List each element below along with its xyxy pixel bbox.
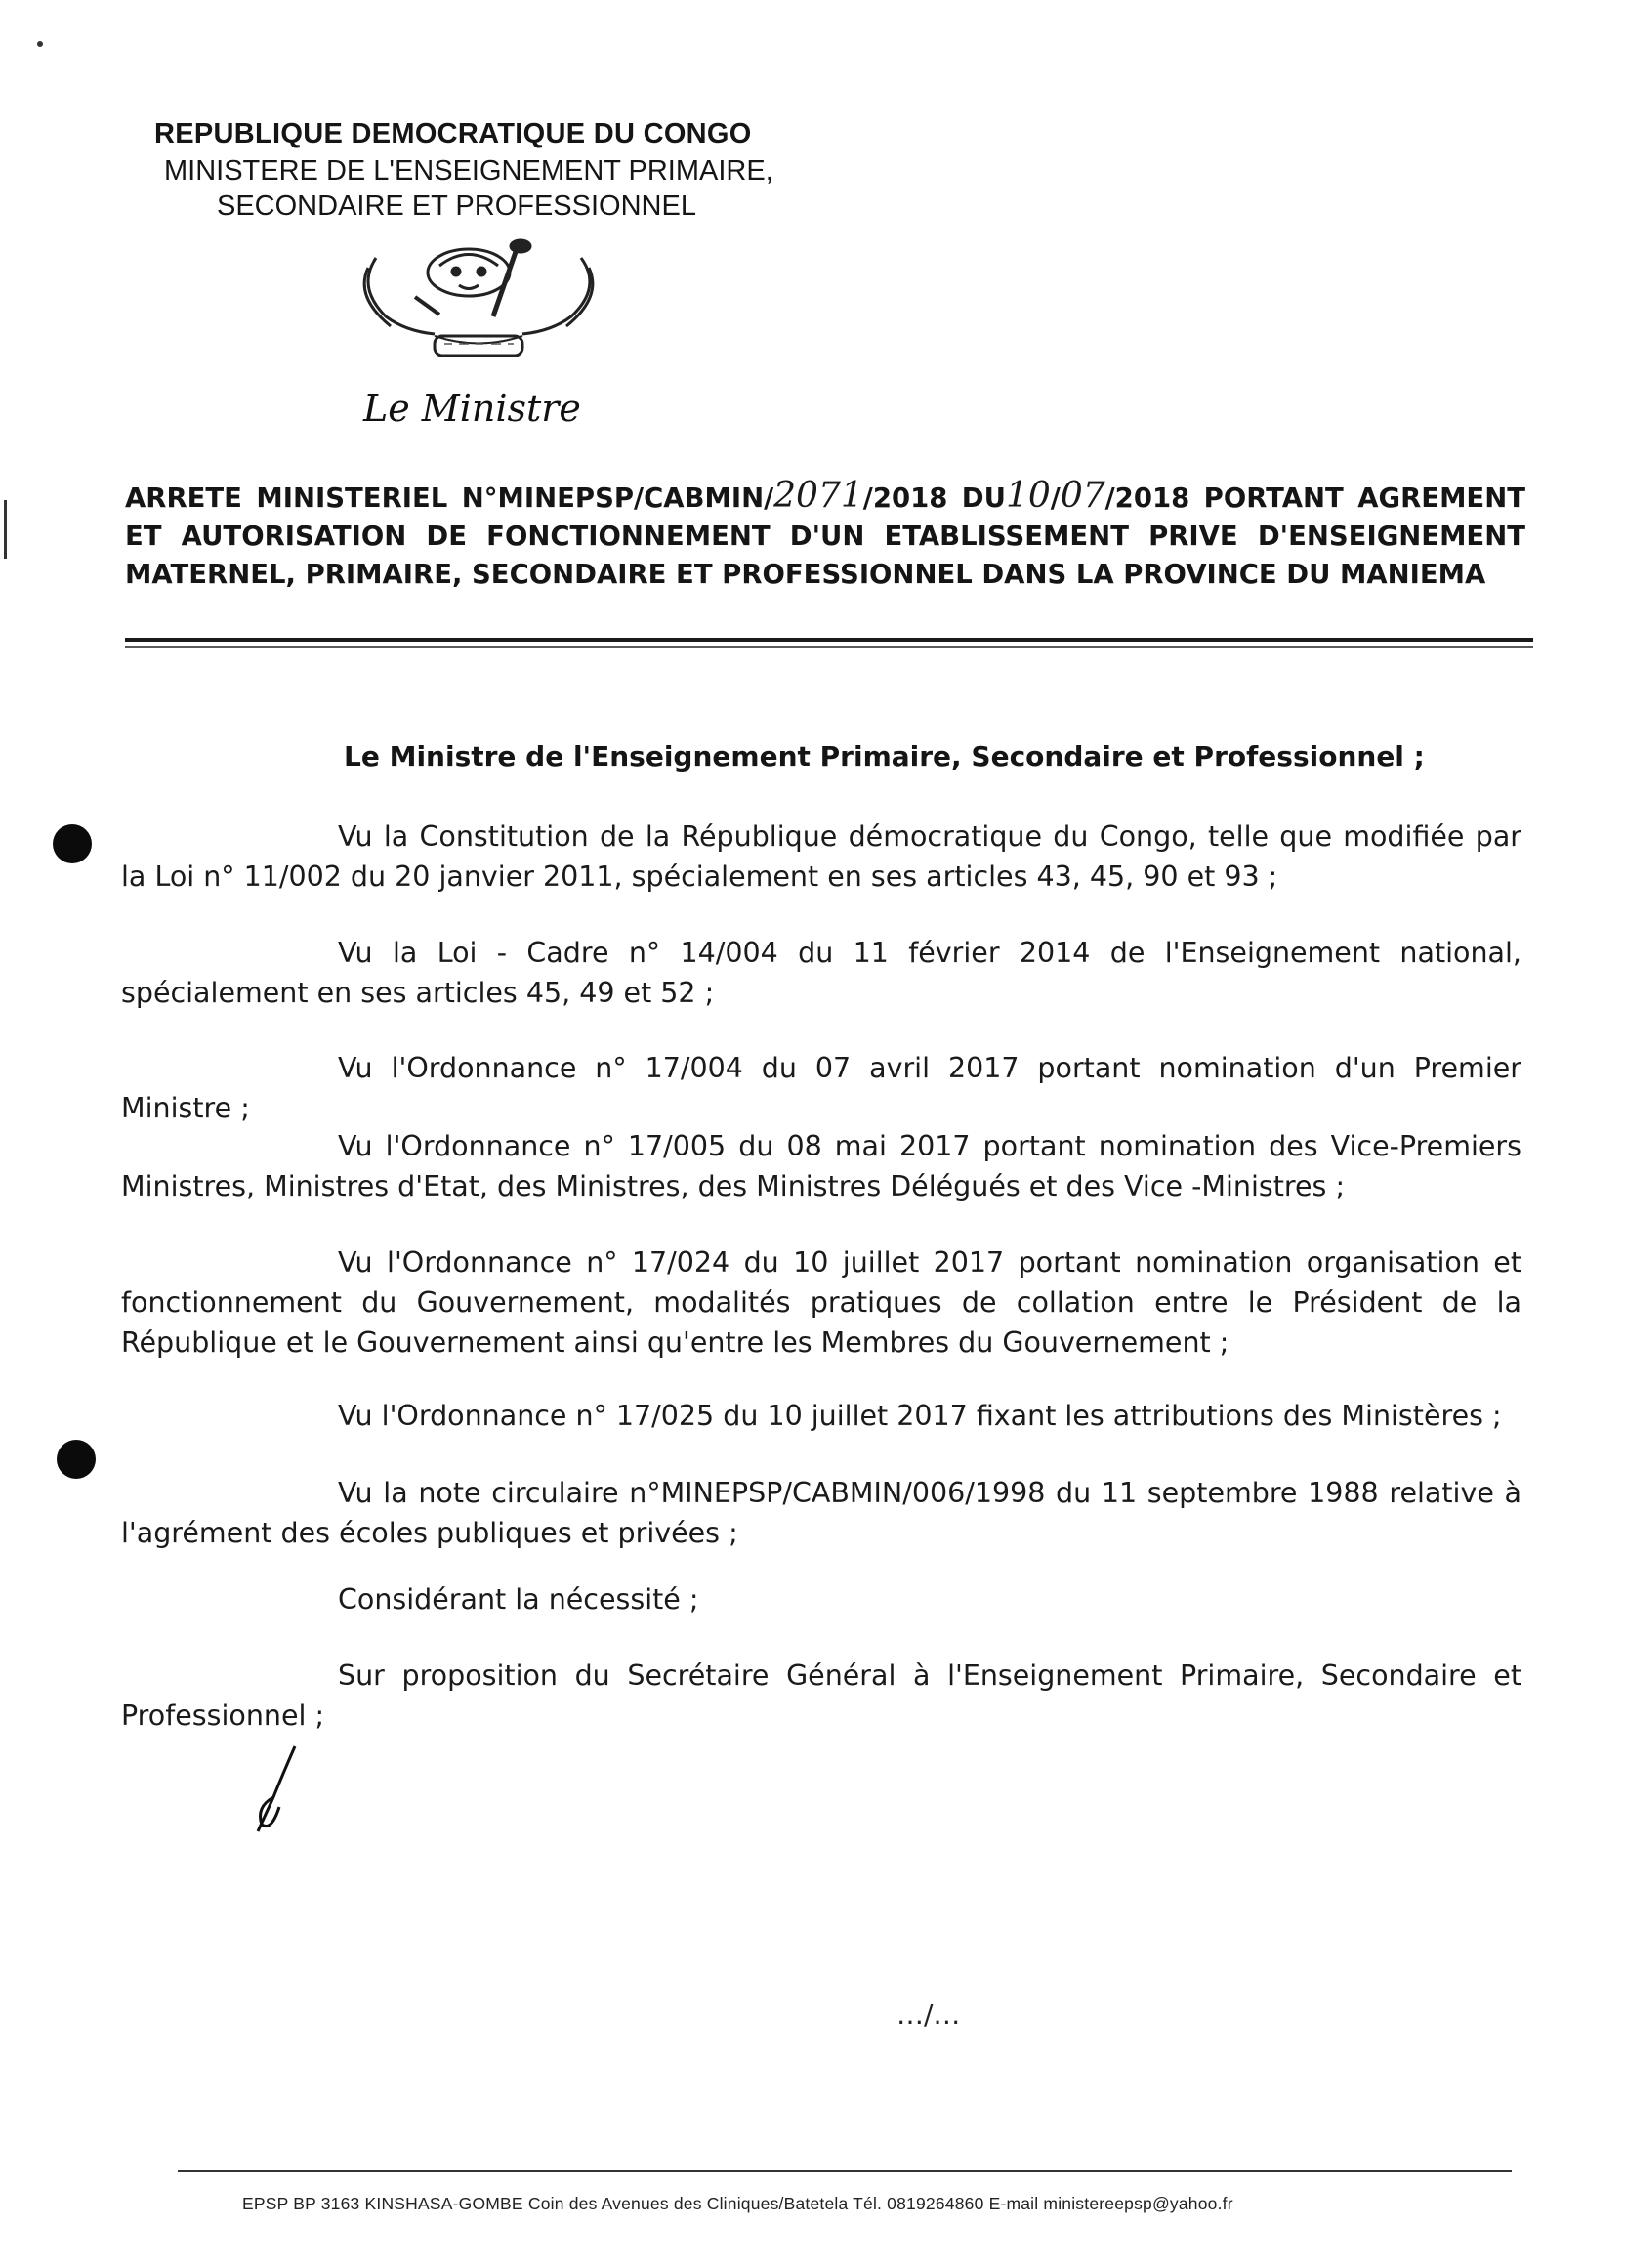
paragraph-ordonnance-17-004: Vu l'Ordonnance n° 17/004 du 07 avril 2017 portant nomination d'un Premier Ministre ; [121, 1052, 1521, 1124]
decree-month-handwritten: 07 [1060, 476, 1105, 516]
title-rule-thin [125, 646, 1533, 648]
scan-speck [4, 500, 7, 559]
decree-day-handwritten: 10 [1005, 476, 1051, 516]
paragraph-loi-cadre: Vu la Loi - Cadre n° 14/004 du 11 février 2014 de l'Enseignement national, spécialement en ses articles 45, 49 et 52 ; [121, 937, 1521, 1009]
ministry-line-1: MINISTERE DE L'ENSEIGNEMENT PRIMAIRE, [164, 155, 773, 187]
punch-hole-mark [53, 824, 92, 863]
title-rule [125, 638, 1533, 642]
footer-rule [178, 2170, 1512, 2172]
decree-title [125, 477, 1525, 594]
decree-date-sep: / [1050, 483, 1061, 514]
page-continuation: …/… [896, 1998, 961, 2031]
signatory-label: Le Ministre [363, 387, 581, 430]
paragraph-considerant: Considérant la nécessité ; [338, 1583, 699, 1616]
paragraph-ordonnance-17-005: Vu l'Ordonnance n° 17/005 du 08 mai 2017 portant nomination des Vice-Premiers Ministres, Ministres d'Etat, des Ministres, des Ministres Délégués et des Vice -Ministres ; [121, 1130, 1521, 1202]
paragraph-ordonnance-17-025: Vu l'Ordonnance n° 17/025 du 10 juillet 2017 fixant les attributions des Ministères ; [338, 1400, 1502, 1432]
scan-speck [37, 41, 43, 47]
paragraph-note-circulaire: Vu la note circulaire n°MINEPSP/CABMIN/006/1998 du 11 septembre 1988 relative à l'agrément des écoles publiques et privées ; [121, 1477, 1521, 1549]
country-name: REPUBLIQUE DEMOCRATIQUE DU CONGO [154, 118, 752, 149]
footer-address: EPSP BP 3163 KINSHASA-GOMBE Coin des Avenues des Cliniques/Batetela Tél. 0819264860 E-mail ministereepsp@yahoo.fr [242, 2194, 1233, 2213]
punch-hole-mark [57, 1440, 96, 1479]
coat-of-arms-emblem [347, 238, 610, 360]
decree-year-sep: /2018 DU [862, 483, 1006, 514]
paragraph-proposition: Sur proposition du Secrétaire Général à l'Enseignement Primaire, Secondaire et Professionnel ; [121, 1659, 1521, 1732]
decree-prefix: ARRETE MINISTERIEL N°MINEPSP/CABMIN/ [125, 483, 774, 514]
paragraph-ordonnance-17-024: Vu l'Ordonnance n° 17/024 du 10 juillet 2017 portant nomination organisation et fonctionnement du Gouvernement, modalités pratiques de collation entre le Président de la République et le Gouvernement ainsi qu'entre les Membres du Gouvernement ; [121, 1246, 1521, 1359]
decree-number-handwritten: 2071 [773, 476, 863, 516]
decree-suffix: /2018 PORTANT AGREMENT ET AUTORISATION DE FONCTIONNEMENT D'UN ETABLISSEMENT PRIVE D'ENSEIGNEMENT MATERNEL, PRIMAIRE, SECONDAIRE ET PROFESSIONNEL DANS LA PROVINCE DU MANIEMA [125, 483, 1525, 590]
handwritten-initials [252, 1739, 301, 1836]
paragraph-constitution: Vu la Constitution de la République démocratique du Congo, telle que modifiée par la Loi n° 11/002 du 20 janvier 2011, spécialement en ses articles 43, 45, 90 et 93 ; [121, 820, 1521, 893]
intro-line: Le Ministre de l'Enseignement Primaire, Secondaire et Professionnel ; [344, 740, 1425, 773]
ministry-line-2: SECONDAIRE ET PROFESSIONNEL [217, 190, 696, 222]
